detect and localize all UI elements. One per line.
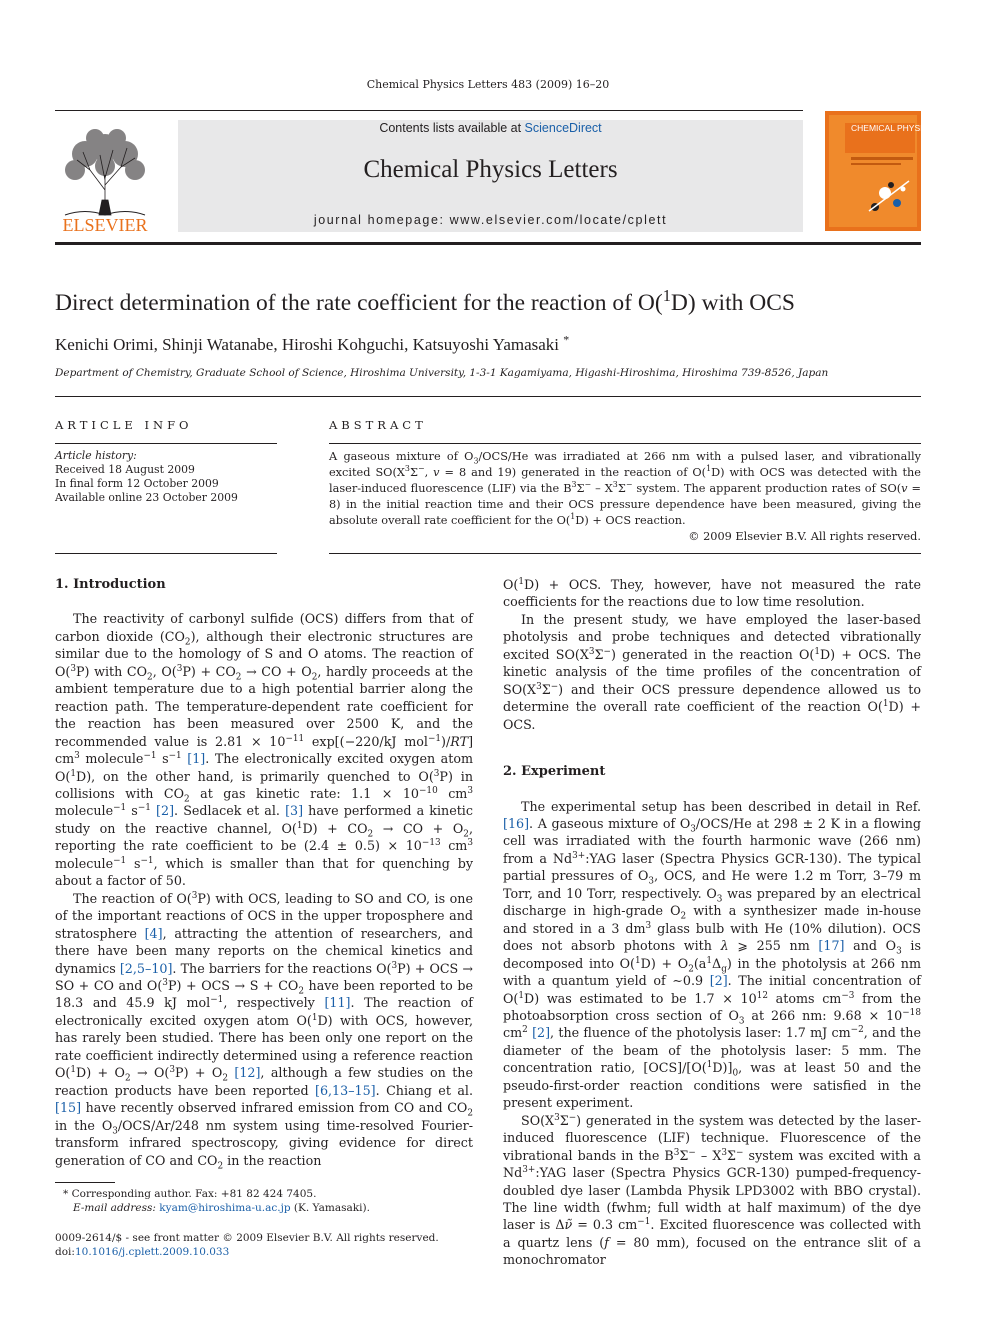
received-date: Received 18 August 2009: [55, 463, 195, 476]
journal-name[interactable]: Chemical Physics Letters: [363, 156, 618, 183]
elsevier-tree-icon: [55, 120, 155, 235]
abstract-bottom-rule: [329, 553, 921, 554]
header-divider: [55, 242, 921, 245]
intro-paragraph-2: The reaction of O($^3$P) with OCS, leading to SO and CO, is one of the important reactions of OCS in the upper troposphere and stratosphere [4], attracting the attention of researchers, and there have been many reports on the chemical kinetics and dynamics [2,5–10]. The barriers for the reactions O($^3$P) + OCS → SO + CO and O($^3$P) + OCS → $S + CO_2$ have been reported to be 18.3 and 45.9 kJ mol$^{-1}$, respectively [11]. The reaction of electronically excited oxygen atom O($^1$D) with OCS, however, has rarely been studied. There has been only one report on the rate coefficient indirectly determined using a reference reaction $O(^1D) + O_2 \to O(^3P) + O_2$ [12], although a few studies on the reaction products have been reported [6,13–15]. Chiang et al. [15] have recently observed infrared emission from CO and $CO_2$ in the $O_3/OCS/Ar/248$ nm system using time-resolved Fourier-transform infrared spectroscopy, giving evidence for direct generation of CO and $CO_2$ in the reaction: [55, 890, 473, 1172]
intro-paragraph-1: The reactivity of carbonyl sulfide (OCS) differs from that of carbon dioxide $(CO_2)$, although their electronic structures are similar due to the homology of S and O atoms. The reaction of O($^3$P) with $CO_2$, $O(^3P) + CO_2$ → CO + $O_2$, hardly proceeds at the ambient temperature due to a high potential barrier along the reaction path. The temperature-dependent rate coefficient for the reaction has been measured over 2500 K, and the recommended value is $2.81 \times 10^{-11}$ exp[(−220/kJ mol$^{-1}$)/RT] $cm^3$ molecule$^{-1}$ $s^{-1}$ [1]. The electronically excited oxygen atom O($^1$D), on the other hand, is primarily quenched to O($^3$P) in collisions with $CO_2$ at gas kinetic rate: $1.1 \times 10^{-10}$ $cm^3$ molecule$^{-1}$ $s^{-1}$ [2]. Sedlacek et al. [3] have performed a kinetic study on the reactive channel, $O(^1D) + CO_2$ → CO + $O_2$, reporting the rate coefficient to be $(2.4 \pm 0.5) \times 10^{-13}$ $cm^3$ molecule$^{-1}$ $s^{-1}$, which is smaller than that for quenching by about a factor of 50.: [55, 611, 474, 889]
citation-link[interactable]: [2]: [709, 973, 728, 989]
intro-paragraph-3: In the present study, we have employed the laser-based photolysis and probe techniques and detected vibrationally excited $SO(X^3\Sigma^-)$ generated in the reaction O($^1$D) + OCS. The kinetic analysis of the time profiles of the concentration of $SO(X^3\Sigma^-)$ and their OCS pressure dependence allowed us to determine the overall rate coefficient of the reaction O($^1$D) + OCS.: [503, 611, 921, 732]
elsevier-wordmark: ELSEVIER: [62, 215, 148, 235]
experiment-heading: 2. Experiment: [503, 764, 606, 780]
footnote-rule: [55, 1182, 115, 1183]
experiment-paragraph-2: $SO(X^3\Sigma^-)$ generated in the system was detected by the laser-induced fluorescence (LIF) technique. Fluorescence of the vibrational bands in the $B^3\Sigma^- - X^3\Sigma^-$ system was excited with a $Nd^{3+}:YAG$ laser (Spectra Physics GCR-130) pumped-frequency-doubled dye laser (Lambda Physik LPD3002 with BBO crystal). The line width (fwhm; full width at half maximum) of the dye laser is Δν̃ = 0.3 $cm^{-1}$. Excited fluorescence was collected with a quartz lens (f = 80 mm), focused on the entrance slit of a monochromator: [503, 1112, 921, 1268]
online-date: Available online 23 October 2009: [55, 491, 238, 504]
citation-link[interactable]: [2]: [532, 1025, 551, 1041]
article-info-rule: [55, 443, 277, 444]
journal-homepage[interactable]: journal homepage: www.elsevier.com/locate/cplett: [313, 213, 668, 227]
citation-link[interactable]: [6,13–15]: [315, 1082, 376, 1098]
citation-link[interactable]: [3]: [285, 803, 304, 819]
corresponding-author-note: Corresponding author. Fax: +81 82 424 7405.: [71, 1188, 317, 1200]
elsevier-logo[interactable]: [55, 120, 155, 235]
journal-cover-thumbnail[interactable]: [825, 111, 975, 231]
svg-text:CHEMICAL PHYSICS LETTERS: [851, 123, 975, 133]
citation-link[interactable]: [12]: [234, 1065, 261, 1081]
copyright-notice: © 2009 Elsevier B.V. All rights reserved.: [688, 530, 921, 543]
cover-image-icon: [825, 111, 975, 231]
experiment-paragraph-1: The experimental setup has been described in detail in Ref. [16]. A gaseous mixture of $O_3/OCS/He$ at 298 ± 2 K in a flowing cell was irradiated with the fourth harmonic wave (266 nm) from a $Nd^{3+}:YAG$ laser (Spectra Physics GCR-130). The typical partial pressures of $O_3$, OCS, and He were 1.2 m Torr, 3–79 m Torr, and 10 Torr, respectively. $O_3$ was prepared by an electrical discharge in high-grade $O_2$ with a synthesizer made in-house and stored in a 3 $dm^3$ glass bulb with He (10% dilution). OCS does not absorb photons with λ ⩾ 255 nm [17] and $O_3$ is decomposed into $O(^1D) + O_2(a^1\Delta_g)$ in the photolysis at 266 nm with a quantum yield of ∼0.9 [2]. The initial concentration of O($^1$D) was estimated to be $1.7 \times 10^{12}$ atoms $cm^{-3}$ from the photoabsorption cross section of $O_3$ at 266 nm: $9.68 \times 10^{-18}$ $cm^2$ [2], the fluence of the photolysis laser: 1.7 mJ $cm^{-2}$, and the diameter of the beam of the photolysis laser: 5 mm. The concentration ratio, $[OCS]/[O(^1D)]_0$, was at least 50 and the pseudo-first-order reaction conditions were satisfied in the present experiment.: [503, 798, 922, 1111]
history-label: Article history:: [55, 449, 137, 462]
final-form-date: In final form 12 October 2009: [55, 477, 219, 490]
abstract-rule: [329, 443, 921, 444]
citation-link[interactable]: [1]: [187, 751, 206, 767]
author-list: [55, 332, 935, 355]
doi-prefix: doi:: [55, 1246, 75, 1258]
title-part-2: D) with OCS: [670, 290, 795, 316]
citation-link[interactable]: [16]: [503, 815, 530, 831]
citation-link[interactable]: [4]: [144, 925, 163, 941]
cover-title: CHEMICAL PHYSICS LETTERS: [851, 123, 975, 133]
corresponding-author-mark[interactable]: *: [563, 332, 570, 347]
citation-link[interactable]: [2]: [156, 803, 175, 819]
intro-paragraph-2-cont: O($^1$D) + OCS. They, however, have not measured the rate coefficients for the reactions due to low time resolution.: [503, 576, 921, 610]
journal-reference: Chemical Physics Letters 483 (2009) 16–20: [366, 78, 610, 91]
author-names: Kenichi Orimi, Shinji Watanabe, Hiroshi Kohguchi, Katsuyoshi Yamasaki: [55, 335, 560, 354]
article-title: [55, 286, 935, 317]
citation-link[interactable]: [11]: [324, 995, 351, 1011]
doi-link[interactable]: 10.1016/j.cplett.2009.10.033: [74, 1246, 230, 1258]
header-rule: [55, 110, 803, 111]
contents-prefix: Contents lists available at: [379, 121, 525, 135]
article-info-bottom-rule: [55, 553, 277, 554]
title-part-1: Direct determination of the rate coefficient for the reaction of O(: [55, 290, 663, 316]
title-superscript: 1: [662, 286, 671, 306]
abstract-heading: ABSTRACT: [329, 418, 427, 432]
citation-link[interactable]: [15]: [55, 1100, 82, 1116]
title-divider: [55, 396, 921, 397]
introduction-heading: 1. Introduction: [55, 577, 166, 592]
right-column: [503, 576, 921, 1269]
citation-link[interactable]: [2,5–10]: [119, 960, 173, 976]
email-link[interactable]: kyam@hiroshima-u.ac.jp: [159, 1202, 291, 1214]
affiliation: Department of Chemistry, Graduate School of Science, Hiroshima University, 1-3-1 Kagamiyama, Higashi-Hiroshima, Hiroshima 739-8526, Japan: [55, 367, 829, 379]
bottom-metadata: [55, 1231, 485, 1259]
citation-link[interactable]: [17]: [818, 938, 845, 954]
sciencedirect-link[interactable]: ScienceDirect: [524, 121, 602, 135]
left-column: [55, 576, 474, 1172]
abstract-text: A gaseous mixture of $O_3/OCS/He$ was irradiated at 266 nm with a pulsed laser, and vibrationally excited $SO(X^3\Sigma^-$, v = 8 and 19) generated in the reaction of O($^1$D) with OCS was detected with the laser-induced fluorescence (LIF) via the $B^3\Sigma^- - X^3\Sigma^-$ system. The apparent production rates of SO(v = 8) in the initial reaction time and their OCS pressure dependence have been measured, giving the absolute overall rate coefficient for the O($^1$D) + OCS reaction.: [329, 450, 922, 527]
footnote: [55, 1187, 485, 1215]
email-label: E-mail address:: [73, 1202, 160, 1214]
footnote-star: *: [63, 1188, 69, 1200]
article-info-heading: ARTICLE INFO: [55, 418, 193, 432]
contents-line: [178, 121, 803, 135]
issn-line: 0009-2614/$ - see front matter © 2009 Elsevier B.V. All rights reserved.: [55, 1232, 439, 1244]
email-owner: (K. Yamasaki).: [290, 1202, 370, 1214]
article-history: [55, 449, 280, 505]
